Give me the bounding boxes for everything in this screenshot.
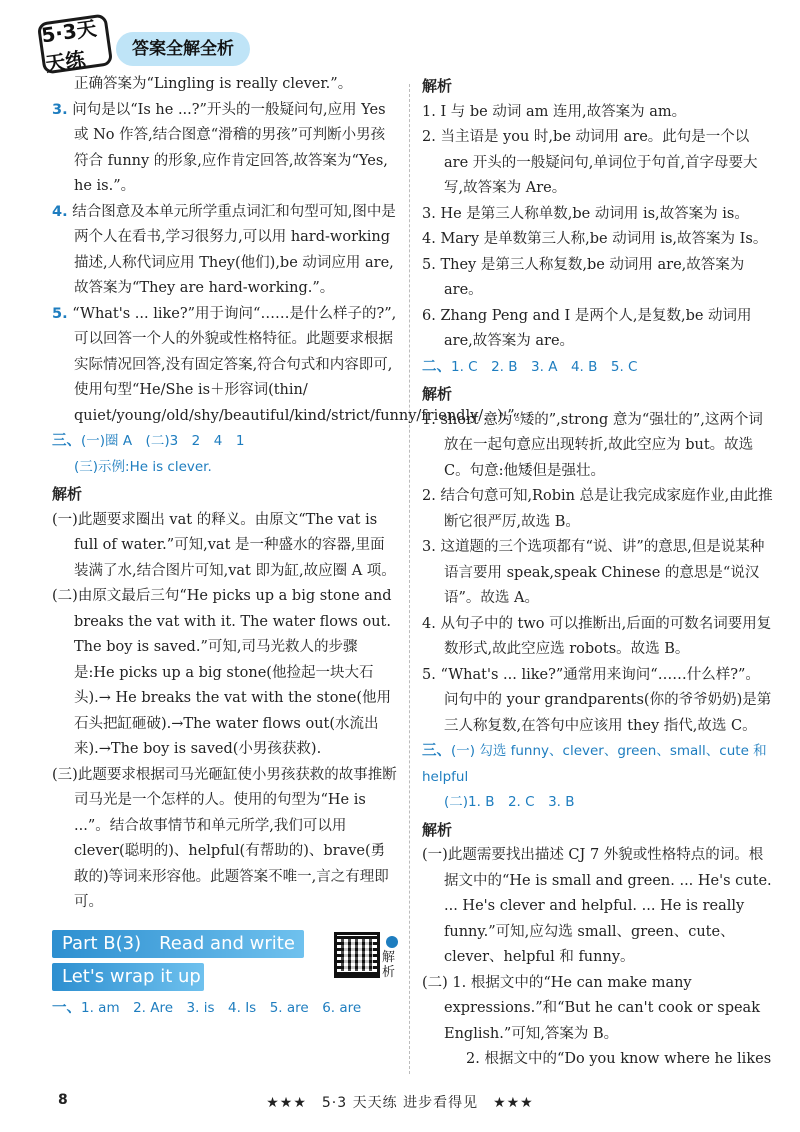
- analysis-heading: 解析: [422, 385, 453, 403]
- analysis-item: (一)此题需要找出描述 CJ 7 外貌或性格特点的词。根据文中的“He is small and green. ... He's cute. ... He's clever and helpful. ... He is really funny.”可知,应勾选 small、green、cute、clever、helpful 和 funny。: [422, 847, 772, 965]
- analysis-item: 3. He 是第三人称单数,be 动词用 is,故答案为 is。: [422, 205, 749, 222]
- section-3-answers: 三、(一) 勾选 funny、clever、green、small、cute 和 helpful: [422, 743, 767, 785]
- section-3-answers-2: (二)1. B 2. C 3. B: [444, 794, 575, 810]
- section-2-answers: 二、1. C 2. B 3. A 4. B 5. C: [422, 358, 638, 375]
- analysis-part-2: (二)由原文最后三句“He picks up a big stone and breaks the vat with it. The water flows out. The boy is saved.”可知,司马光救人的步骤是:He picks up a big stone(他捡起一块大石头).→ He breaks the vat with the stone(他用石头把缸砸破).→The water flows out(水流出来).→The boy is saved(小男孩获救).: [52, 588, 392, 757]
- question-5: 5. “What's ... like?”用于询问“……是什么样子的?”,可以回答一个人的外貌或性格特征。此题要求根据实际情况回答,没有固定答案,符合句式和内容即可,使用句型“He/She is＋形容词(thin/ quiet/young/old/shy/beautiful/kind/strict/funny/friendly/...).”。: [52, 305, 530, 424]
- question-4: 4. 结合图意及本单元所学重点词汇和句型可知,图中是两个人在看书,学习很努力,可以用 hard-working 描述,人称代词应用 They(他们),be 动词应用 are,故答案为“They are hard-working.”。: [52, 203, 396, 296]
- footer-slogan: ★★★ 5·3 天天练 进步看得见 ★★★: [266, 1095, 534, 1111]
- page-footer: [0, 1090, 800, 1116]
- analysis-item: 1. I 与 be 动词 am 连用,故答案为 am。: [422, 103, 687, 120]
- qr-code[interactable]: [334, 932, 380, 978]
- analysis-heading: 解析: [422, 77, 453, 95]
- analysis-item: 2. 当主语是 you 时,be 动词用 are。此句是一个以 are 开头的一般疑问句,单词位于句首,首字母要大写,故答案为 Are。: [422, 129, 758, 196]
- part-answers: 一、1. am 2. Are 3. is 4. Is 5. are 6. are: [52, 999, 362, 1016]
- analysis-item: 4. 从句子中的 two 可以推断出,后面的可数名词要用复数形式,故此空应选 robots。故选 B。: [422, 615, 772, 657]
- analysis-heading: 解析: [422, 820, 453, 839]
- analysis-part-3: (三)此题要求根据司马光砸缸使小男孩获救的故事推断司马光是一个怎样的人。使用的句型为“He is ...”。结合故事情节和单元所学,我们可以用 clever(聪明的)、helpful(有帮助的)、brave(勇敢的)等词来形容他。此题答案不唯一,言之有理即可。: [52, 766, 397, 910]
- analysis-item: 3. 这道题的三个选项都有“说、讲”的意思,但是说某种语言要用 speak,speak Chinese 的意思是“说汉语”。故选 A。: [422, 539, 765, 606]
- analysis-part-1: (一)此题要求圈出 vat 的释义。由原文“The vat is full of water.”可知,vat 是一种盛水的容器,里面装满了水,结合图片可知,vat 即为缸,故应圈 A 项。: [52, 511, 396, 579]
- analysis-item: 5. They 是第三人称复数,be 动词用 are,故答案为 are。: [422, 256, 745, 298]
- page-number: 8: [58, 1092, 68, 1108]
- analysis-item: 2. 结合句意可知,Robin 总是让我完成家庭作业,由此推断它很严厉,故选 B。: [422, 488, 773, 530]
- column-divider: [409, 84, 410, 1074]
- part-title: Part B(3) Read and write: [52, 930, 304, 958]
- part-subtitle: Let's wrap it up: [52, 963, 204, 991]
- page-header: [39, 14, 300, 77]
- analysis-item: 1. short 意为“矮的”,strong 意为“强壮的”,这两个词放在一起句意应出现转折,故此空应为 but。故选 C。句意:他矮但是强壮。: [422, 411, 763, 479]
- analysis-item: 2. 根据文中的“Do you know where he likes: [466, 1051, 772, 1067]
- header-banner: 答案全解全析: [116, 32, 250, 66]
- brand-logo: 5·3天天练: [37, 13, 114, 74]
- analysis-heading: 解析: [52, 485, 83, 503]
- question-3: 3. 问句是以“Is he ...?”开头的一般疑问句,应用 Yes 或 No 作答,结合图意“滑稽的男孩”可判断小男孩符合 funny 的形象,应作肯定回答,故答案为“Yes, he is.”。: [52, 101, 388, 194]
- section-3-answers: 三、(一)圈 A (二)3 2 4 1: [52, 433, 245, 449]
- analysis-item: 4. Mary 是单数第三人称,be 动词用 is,故答案为 Is。: [422, 231, 768, 247]
- qr-label: 解析: [382, 949, 396, 980]
- section-3-sample: (三)示例:He is clever.: [74, 458, 212, 475]
- analysis-item: (二) 1. 根据文中的“He can make many expressions.”和“But he can't cook or speak English.”可知,答案为 B。: [422, 974, 760, 1042]
- right-column: [422, 72, 774, 1073]
- play-icon[interactable]: [386, 936, 398, 948]
- answer-text: 正确答案为“Lingling is really clever.”。: [74, 76, 353, 92]
- part-heading-block: [52, 930, 398, 996]
- analysis-item: 5. “What's ... like?”通常用来询问“……什么样?”。问句中的 your grandparents(你的爷爷奶奶)是第三人称复数,在答句中应该用 they 指代,故选 C。: [422, 666, 772, 734]
- analysis-item: 6. Zhang Peng and I 是两个人,是复数,be 动词用 are,故答案为 are。: [422, 307, 752, 349]
